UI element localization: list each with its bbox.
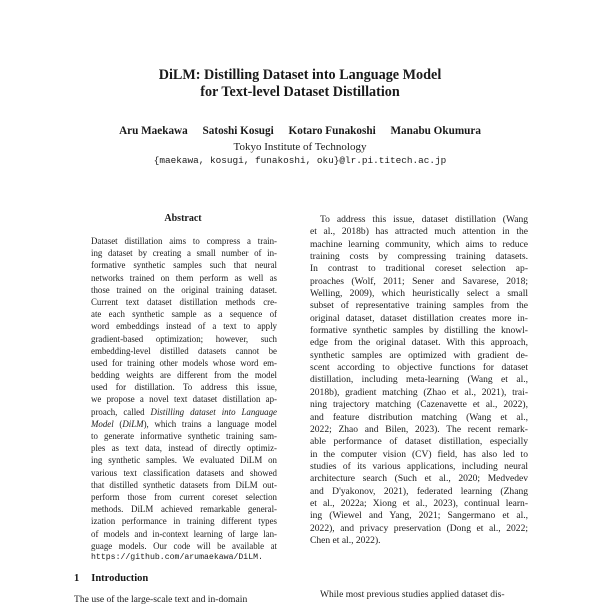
paragraph-line: ning trajectory matching (Cazenavette et al., 2022), [310, 399, 528, 411]
author-name: Kotaro Funakoshi [288, 125, 376, 137]
abstract-line: that distilled synthetic datasets from DiLM out- [91, 479, 277, 490]
abstract-line: Model (DiLM), which trains a language model [91, 418, 277, 429]
author-name: Satoshi Kosugi [202, 125, 274, 137]
section-title: Introduction [91, 573, 149, 584]
method-name-italic: Model [91, 418, 114, 429]
paragraph-line: in the computer vision (CV) field, has also led to [310, 448, 528, 460]
abstract-line: Current text dataset distillation methods cre- [91, 296, 277, 307]
paragraph-line: scent according to objective functions for dataset [310, 362, 528, 374]
author-name: Aru Maekawa [119, 125, 188, 137]
paragraph-line: To address this issue, dataset distillation (Wang [320, 214, 528, 225]
abstract-line: embedding-level distilled datasets cannot be [91, 345, 277, 356]
abstract-line-with-italic [91, 406, 277, 418]
paragraph-line: et al., 2022a; Xiong et al., 2023), continual learn- [310, 497, 528, 509]
paragraph-line: training costs by compressing training datasets. [310, 251, 528, 263]
section-heading [74, 572, 148, 585]
abstract-line: perform those from current coreset selection [91, 491, 277, 502]
abstract-line: ples as text data, instead of directly optimiz- [91, 443, 277, 454]
method-name-italic: Distilling dataset into Language [150, 406, 277, 417]
abstract-line: word embeddings instead of a text to apply [91, 321, 277, 332]
paragraph-line: edge from the original dataset. With this approach, [310, 337, 528, 349]
paragraph-line: Welling, 2009), which heuristically select a small [310, 288, 528, 300]
paragraph-line: synthetic samples are optimized with gradient de- [310, 349, 528, 361]
paragraph-line: 2022), and privacy preservation (Dong et al., 2022; [310, 522, 528, 534]
paragraph-line: original dataset, dataset distillation creates more in- [310, 312, 528, 324]
affiliation: Tokyo Institute of Technology [233, 141, 367, 153]
abstract-line: we propose a novel text dataset distillation ap- [91, 394, 277, 405]
paragraph-line: 2022; Zhao and Bilen, 2023). The recent remark- [310, 423, 528, 435]
paragraph-line: formative synthetic samples by distilling the knowl- [310, 325, 528, 337]
paragraph-line: studies of its various applications, including neural [310, 460, 528, 472]
code-url-link[interactable]: https://github.com/arumaekawa/DiLM. [91, 552, 263, 562]
paragraph-line: et al., 2018b) has attracted much attention in the [310, 226, 528, 238]
paragraph-line: machine learning community, which aims to reduce [310, 238, 528, 250]
abstract-line: used for distillation. To address this issue, [91, 382, 277, 393]
method-acronym-italic: DiLM [122, 418, 144, 429]
abstract-line: Dataset distillation aims to compress a train- [91, 236, 277, 246]
author-name: Manabu Okumura [390, 125, 481, 137]
author-list [0, 125, 600, 138]
abstract-heading: Abstract [164, 213, 202, 224]
right-column-body [310, 214, 528, 547]
paragraph-line: architecture search (Such et al., 2020; Medvedev [310, 473, 528, 485]
abstract-text: proach, called [91, 406, 151, 417]
paragraph-line: proaches (Wolf, 2011; Sener and Savarese, 2018; [310, 275, 528, 287]
abstract-line: various text classification datasets and showed [91, 467, 277, 478]
paragraph-line: distillation, including meta-learning (Wang et al., [310, 374, 528, 386]
paper-title [0, 67, 600, 101]
abstract-line: formative synthetic samples such that neural [91, 260, 277, 271]
author-emails: {maekawa, kosugi, funakoshi, oku}@lr.pi.titech.ac.jp [153, 155, 447, 166]
title-line-2: for Text-level Dataset Distillation [200, 84, 400, 100]
paragraph-line: able performance of dataset distillation, especially [310, 436, 528, 448]
section-number: 1 [74, 573, 80, 584]
paragraph-line: and D'yakonov, 2021), federated learning (Zhang [310, 485, 528, 497]
paragraph-line: and feature distribution matching (Wang et al., [310, 411, 528, 423]
intro-first-line: The use of the large-scale text and in-domain [74, 594, 248, 605]
abstract-line: used for training other models whose word em- [91, 357, 277, 368]
paragraph-line: Chen et al., 2022). [310, 534, 381, 546]
next-paragraph-first-line: While most previous studies applied dataset dis- [320, 589, 505, 600]
paragraph-line: subset of representative training samples from the [310, 300, 528, 312]
abstract-line: networks trained on them perform as well as [91, 272, 277, 283]
abstract-line: those trained on the original training dataset. [91, 284, 277, 295]
abstract-line: to generate informative synthetic training sam- [91, 431, 277, 441]
paragraph-line: 2018b), gradient matching (Zhao et al., 2021), trai- [310, 386, 528, 398]
abstract-line: guage models. Our code will be available at [91, 540, 277, 551]
paragraph-line: ing (Wiewel and Yang, 2021; Sangermano et al., [310, 510, 528, 522]
abstract-line: ing dataset by creating a small number of in- [91, 248, 277, 259]
abstract-line: gradient-based optimization; however, such [91, 333, 277, 344]
abstract-line: ing synthetic samples. We evaluated DiLM on [91, 455, 277, 466]
abstract-line: of models and in-context learning of large lan- [91, 528, 277, 539]
paragraph-line: In contrast to traditional coreset selection ap- [310, 263, 528, 275]
abstract-line: ization performance in training different types [91, 516, 277, 527]
abstract-line: methods. DiLM achieved remarkable general- [91, 504, 277, 515]
title-line-1: DiLM: Distilling Dataset into Language Model [158, 67, 442, 83]
abstract-line: ate each synthetic sample as a sequence of [91, 309, 277, 320]
abstract-line: bedding weights are different from the model [91, 370, 277, 381]
abstract-body [91, 235, 277, 564]
